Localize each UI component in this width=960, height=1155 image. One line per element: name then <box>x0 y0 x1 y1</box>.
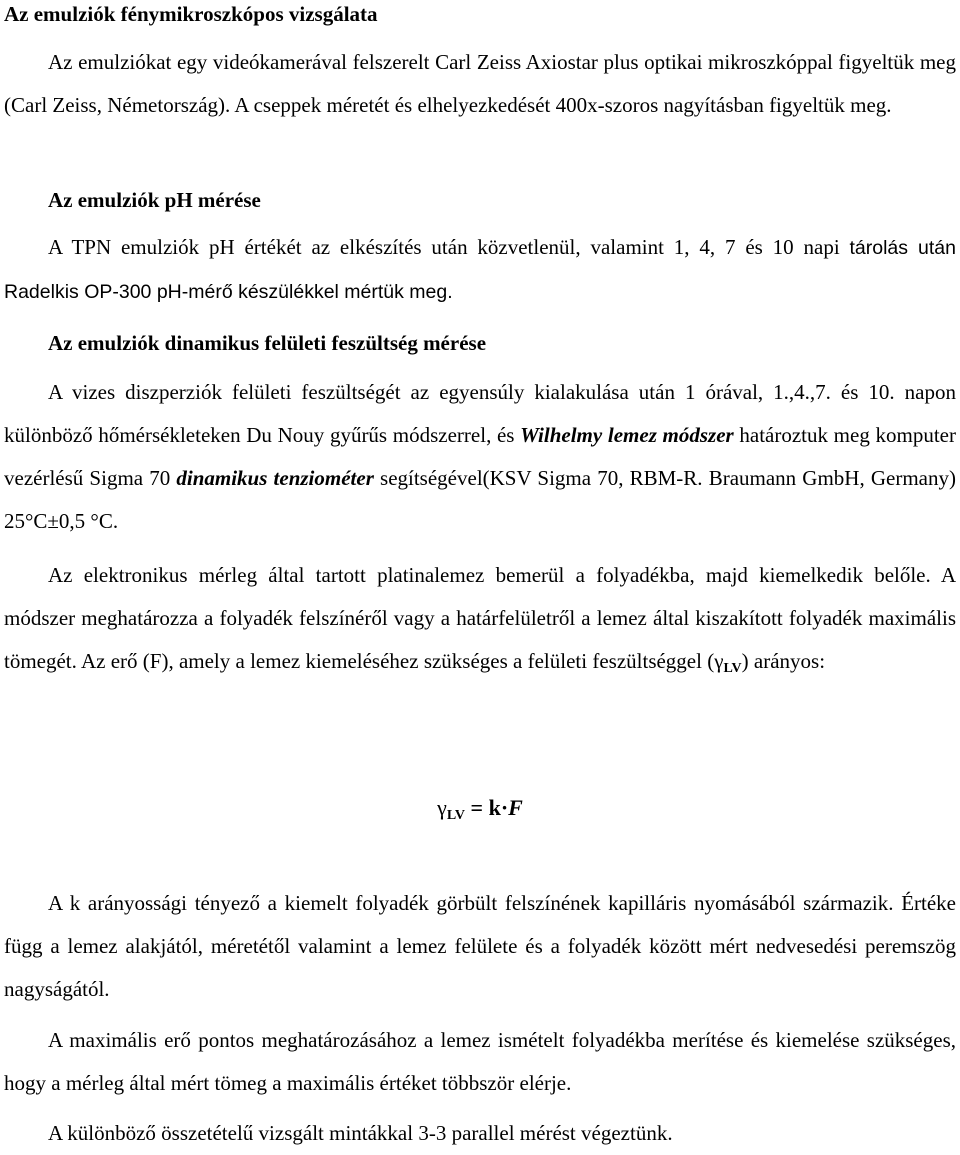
paragraph-microscopy: Az emulziókat egy videókamerával felszerelt Carl Zeiss Axiostar plus optikai mikroszkóppal figyeltük meg (Carl Zeiss, Németország). A cseppek méretét és elhelyezkedését 400x-szoros nagyításban figyeltük meg. <box>4 50 956 117</box>
paragraph-tension-1 <box>4 371 956 543</box>
paragraph-after-3: A különböző összetételű vizsgált mintákkal 3-3 parallel mérést végeztünk. <box>48 1121 673 1145</box>
heading-ph: Az emulziók pH mérése <box>48 188 261 212</box>
tension-text-b: határoztuk meg komputer vezérlésű Sigma 70 <box>4 423 956 490</box>
paragraph-tension-2 <box>4 554 956 690</box>
paragraph-ph <box>4 226 956 314</box>
heading-microscopy: Az emulziók fénymikroszkópos vizsgálata <box>4 2 378 26</box>
tension-text-c: segítségével(KSV Sigma 70, RBM-R. Braumann GmbH, Germany) 25°C±0,5 °C. <box>4 466 956 533</box>
formula-subscript: LV <box>446 808 466 823</box>
tension2-subscript: LV <box>723 661 742 676</box>
ph-text-part1: A TPN emulziók pH értékét az elkészítés után közvetlenül, valamint 1, 4, 7 és 10 napi <box>48 235 850 259</box>
heading-tension: Az emulziók dinamikus felületi feszültség mérése <box>48 331 487 355</box>
tension-text-a: A vizes diszperziók felületi feszültségét az egyensúly kialakulása után 1 órával, 1.,4.,7. és 10. napon különböző hőmérsékleteken Du Nouy gyűrűs módszerrel, és <box>4 380 956 447</box>
formula-variable: F <box>508 795 523 820</box>
tension2-text-b: ) arányos: <box>741 649 826 673</box>
paragraph-after-2: A maximális erő pontos meghatározásához a lemez ismételt folyadékba merítése és kiemelése szükséges, hogy a mérleg által mért tömeg a maximális értéket többször elérje. <box>4 1028 956 1095</box>
ph-text-part2: tárolás után Radelkis OP-300 pH-mérő készülékkel mértük meg. <box>4 237 956 303</box>
paragraph-after-1: A k arányossági tényező a kiemelt folyadék görbült felszínének kapilláris nyomásából származik. Értéke függ a lemez alakjától, méretétől valamint a lemez felülete és a folyadék között mért nedvesedési peremszög nagyságától. <box>4 891 956 1001</box>
formula-gamma: γ <box>437 795 447 820</box>
formula-rhs: = k· <box>465 795 509 820</box>
tension-italic-wilhelmy: Wilhelmy lemez módszer <box>520 423 734 447</box>
tension2-gamma: γ <box>714 649 724 673</box>
formula-surface-tension <box>4 795 956 824</box>
tension2-text-a: Az elektronikus mérleg által tartott platinalemez bemerül a folyadékba, majd kiemelkedik belőle. A módszer meghatározza a folyadék felszínéről vagy a határfelületről a lemez által kiszakított folyadék maximális tömegét. Az erő (F), amely a lemez kiemeléséhez szükséges a felületi feszültséggel ( <box>4 563 956 673</box>
tension-italic-tensiometer: dinamikus tenziométer <box>176 466 374 490</box>
